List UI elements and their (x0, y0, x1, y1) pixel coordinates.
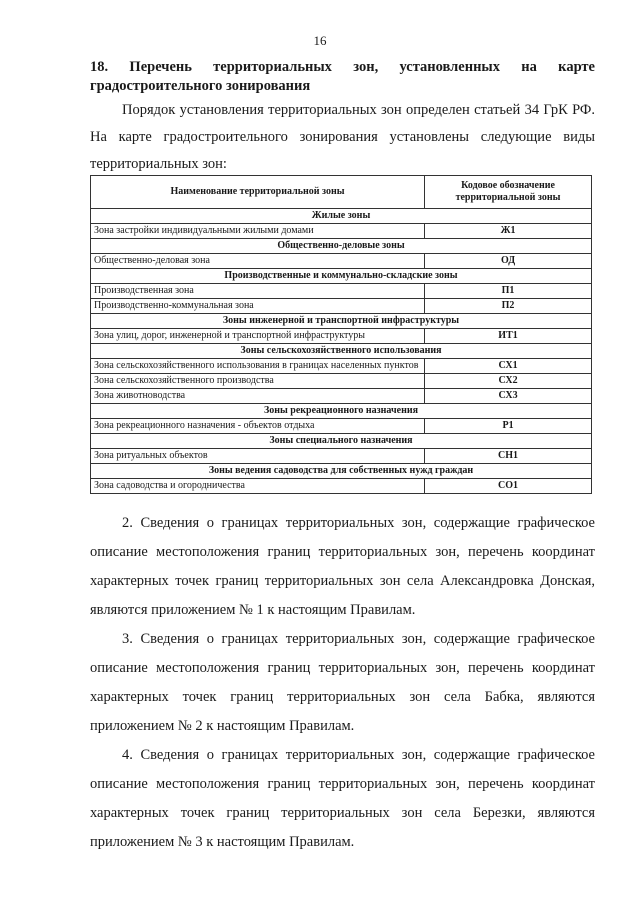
territorial-zones-table (90, 175, 592, 494)
group-title: Зоны рекреационного назначения (91, 404, 592, 419)
zone-code: П1 (425, 284, 592, 299)
paragraph-3: 3. Сведения о границах территориальных зон, содержащие графическое описание местоположения границ территориальных зон, перечень координат характерных точек границ территориальных зон села Бабка, являются приложением № 2 к настоящим Правилам. (90, 631, 595, 734)
table-row (91, 329, 592, 344)
zone-name: Зона животноводства (91, 389, 425, 404)
table-row (91, 299, 592, 314)
paragraph-4: 4. Сведения о границах территориальных зон, содержащие графическое описание местоположения границ территориальных зон, перечень координат характерных точек границ территориальных зон села Березки, являются приложением № 3 к настоящим Правилам. (90, 747, 595, 850)
zone-code: Ж1 (425, 224, 592, 239)
header-zone-name: Наименование территориальной зоны (91, 176, 425, 209)
zone-name: Зона ритуальных объектов (91, 449, 425, 464)
group-title: Жилые зоны (91, 209, 592, 224)
zone-code: СХ3 (425, 389, 592, 404)
zone-name: Зона улиц, дорог, инженерной и транспортной инфраструктуры (91, 329, 425, 344)
table-row (91, 479, 592, 494)
zone-code: СХ2 (425, 374, 592, 389)
group-row (91, 404, 592, 419)
group-title: Зоны ведения садоводства для собственных нужд граждан (91, 464, 592, 479)
zone-name: Производственно-коммунальная зона (91, 299, 425, 314)
header-zone-code: Кодовое обозначение территориальной зоны (425, 176, 592, 209)
zone-code: СХ1 (425, 359, 592, 374)
group-row (91, 344, 592, 359)
table-row (91, 449, 592, 464)
zone-code: СО1 (425, 479, 592, 494)
zone-name: Зона застройки индивидуальными жилыми домами (91, 224, 425, 239)
table-row (91, 359, 592, 374)
zone-code: Р1 (425, 419, 592, 434)
group-row (91, 464, 592, 479)
zone-code: СН1 (425, 449, 592, 464)
zone-name: Зона сельскохозяйственного производства (91, 374, 425, 389)
zone-code: П2 (425, 299, 592, 314)
zone-name: Зона сельскохозяйственного использования в границах населенных пунктов (91, 359, 425, 374)
group-title: Производственные и коммунально-складские зоны (91, 269, 592, 284)
zone-name: Производственная зона (91, 284, 425, 299)
group-title: Общественно-деловые зоны (91, 239, 592, 254)
group-row (91, 209, 592, 224)
table-row (91, 389, 592, 404)
section-intro: Порядок установления территориальных зон определен статьей 34 ГрК РФ. На карте градостроительного зонирования установлены следующие виды территориальных зон: (90, 102, 595, 172)
table-header-row (91, 176, 592, 209)
zone-code: ОД (425, 254, 592, 269)
group-row (91, 434, 592, 449)
group-title: Зоны инженерной и транспортной инфраструктуры (91, 314, 592, 329)
body-paragraphs (90, 509, 595, 857)
group-row (91, 269, 592, 284)
zone-name: Зона рекреационного назначения - объектов отдыха (91, 419, 425, 434)
paragraph-2: 2. Сведения о границах территориальных зон, содержащие графическое описание местоположения границ территориальных зон, перечень координат характерных точек границ территориальных зон села Александровка Донская, являются приложением № 1 к настоящим Правилам. (90, 515, 595, 618)
zone-code: ИТ1 (425, 329, 592, 344)
table-row (91, 374, 592, 389)
zone-name: Общественно-деловая зона (91, 254, 425, 269)
table-row (91, 284, 592, 299)
page-number: 16 (313, 33, 327, 48)
group-row (91, 239, 592, 254)
table-row (91, 419, 592, 434)
section-title: 18. Перечень территориальных зон, установленных на карте градостроительного зонирования (90, 59, 595, 94)
group-row (91, 314, 592, 329)
table-row (91, 254, 592, 269)
group-title: Зоны специального назначения (91, 434, 592, 449)
table-row (91, 224, 592, 239)
zone-name: Зона садоводства и огородничества (91, 479, 425, 494)
group-title: Зоны сельскохозяйственного использования (91, 344, 592, 359)
